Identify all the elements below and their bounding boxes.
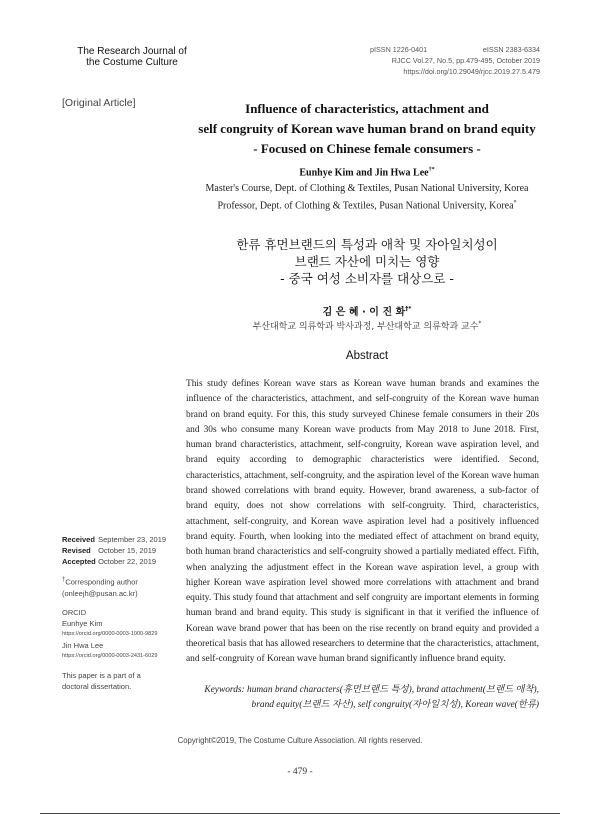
korean-title [180,236,554,287]
english-affiliation [180,182,554,213]
dissertation-note-line2: doctoral dissertation. [62,681,132,691]
article-sidebar [62,534,180,692]
pissn: pISSN 1226-0401 [370,45,428,54]
doi-link[interactable]: https://doi.org/10.29049/rjcc.2019.27.5.479 [403,67,540,76]
english-authors-names: Eunhye Kim and Jin Hwa Lee [299,167,429,179]
orcid-url-2[interactable]: https://orcid.org/0000-0003-2431-6029 [62,652,158,659]
bottom-rule [40,813,560,814]
eissn: eISSN 2383-6334 [482,45,540,54]
korean-authors-mark: †* [405,305,412,313]
english-title-line3: - Focused on Chinese female consumers - [253,141,481,156]
korean-affiliation-text: 부산대학교 의류학과 박사과정, 부산대학교 의류학과 교수 [252,322,479,332]
korean-authors [180,303,554,318]
abstract-heading: Abstract [345,350,389,362]
keywords [186,683,539,713]
dissertation-note-line1: This paper is a part of a [62,670,141,680]
accepted-label: Accepted [62,557,96,566]
received-date: September 23, 2019 [98,535,167,544]
revised-label: Revised [62,546,91,555]
keywords-line1: Keywords: human brand characters(휴먼브랜드 특성), brand attachment(브랜드 애착), [204,685,539,695]
corresponding-email[interactable]: (onleejh@pusan.ac.kr) [62,588,138,598]
orcid-label: ORCID [62,607,87,617]
english-affiliation-line2: Professor, Dept. of Clothing & Textiles, Pusan National University, Korea [217,200,514,212]
orcid-name-1: Eunhye Kim [62,618,103,628]
english-authors-mark: †* [428,167,435,173]
journal-name-line2: the Costume Culture [86,57,178,68]
english-title-line2: self congruity of Korean wave human brand on brand equity [198,121,536,136]
english-affiliation-mark: * [513,200,517,206]
korean-title-line3: - 중국 여성 소비자를 대상으로 - [280,271,454,286]
korean-title-line2: 브랜드 자산에 미치는 영향 [294,254,440,269]
english-affiliation-line1: Master's Course, Dept. of Clothing & Textiles, Pusan National University, Korea [205,183,529,194]
english-authors [180,167,554,178]
korean-title-line1: 한류 휴먼브랜드의 특성과 애착 및 자아일치성이 [236,237,498,252]
journal-name [62,46,202,68]
abstract-body: This study defines Korean wave stars as Korean wave human brands and examines the influence of the characteristics, attachment, and self-congruity of the Korean wave human brand on brand equity. For this, this study surveyed Chinese female consumers in their 20s and 30s who consume many Korean wave products from May 2018 to June 2018. First, human brand characteristics, attachment, self-congruity, Korean wave aspiration level, and brand equity according to demographic characteristics were identified. Second, characteristics, attachment, self-congruity, and the aspiration level of the Korean wave human brand showed correlations with brand equity. However, brand awareness, a sub-factor of brand equity, does not show correlations with self-congruity. Third, characteristics, attachment, self-congruity, and Korean wave aspiration level had a positively influenced brand equity. Fourth, when looking into the mediated effect of attachment on brand equity, both human brand characteristics and self-congruity showed a partially mediated effect. Fifth, when analyzing the adjustment effect in the Korean wave aspiration level, a group with higher Korean wave aspiration level showed more correlations with attachment and brand equity. This study found that attachment and self congruity are important elements in forming human brand and brand equity. This study is significant in that it verified the influence of Korean wave brand power that has been on the rise recently on brand equity and provided a theoretical basis that has allowed researchers to determine that the characteristics, attachment, and self-congruity of Korean wave human brand significantly influence brand equity. [186,379,539,665]
corresponding-label: Corresponding author [65,577,138,587]
journal-name-line1: The Research Journal of [77,46,187,57]
keywords-line2: brand equity(브랜드 자산), self congruity(자아일치성), Korean wave(한류) [251,700,539,710]
revised-date: October 15, 2019 [98,546,157,555]
corresponding-mark: † [62,577,66,583]
received-label: Received [62,535,95,544]
english-title [180,99,554,159]
accepted-date: October 22, 2019 [98,557,157,566]
orcid-name-2: Jin Hwa Lee [62,640,104,650]
korean-affiliation-mark: * [478,320,482,327]
publication-info [280,44,540,77]
orcid-url-1[interactable]: https://orcid.org/0000-0003-1000-9829 [62,630,158,637]
english-title-line1: Influence of characteristics, attachment and [245,101,489,116]
page-number: - 479 - [287,767,313,777]
korean-authors-names: 김 은 혜 · 이 진 화 [322,307,406,318]
copyright-notice: Copyright©2019, The Costume Culture Association. All rights reserved. [177,736,423,745]
volume-info: RJCC Vol.27, No.5, pp.479-495, October 2019 [391,56,540,65]
korean-affiliation [180,319,554,332]
article-type: [Original Article] [62,97,136,109]
